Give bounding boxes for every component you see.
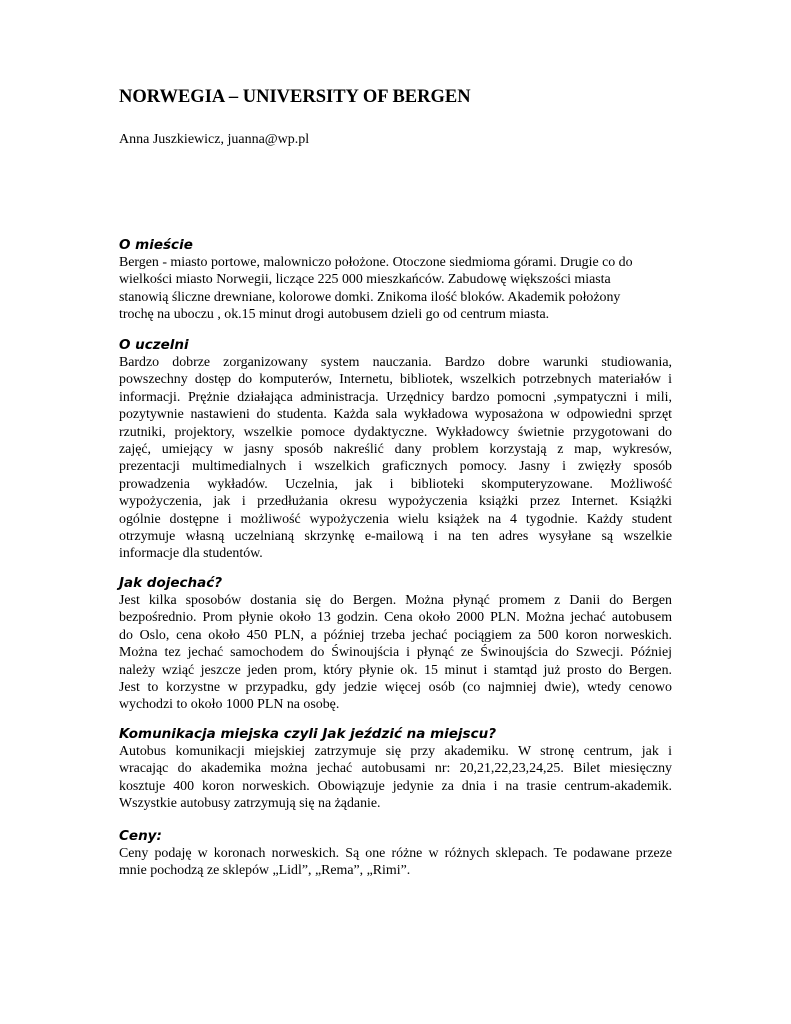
paragraph-line: Bergen - miasto portowe, malowniczo położone. Otoczone siedmioma górami. Drugie co do [119, 255, 633, 270]
section-heading: O uczelni [119, 337, 189, 353]
section-city [119, 237, 672, 324]
section-heading: O mieście [119, 237, 193, 253]
paragraph-line: Można tez jechać samochodem do Świnoujścia i płynąć ze Świnoujścia do Szwecji. Później [119, 645, 672, 661]
paragraph-line: wielkości miasto Norwegii, liczące 225 000 mieszkańców. Zabudowę większości miasta [119, 272, 611, 288]
paragraph-line: pozytywnie nastawieni do studenta. Każda sala wykładowa wyposażona w odpowiedni sprzęt [119, 407, 672, 423]
paragraph-line: Jest kilka sposobów dostania się do Bergen. Można płynąć promem z Danii do Bergen [119, 593, 672, 608]
section-heading: Ceny: [119, 828, 162, 844]
section-how-to-get-there [119, 575, 672, 714]
paragraph-line: do Oslo, cena około 450 PLN, a później trzeba jechać pociągiem za 500 koron norweskich. [119, 627, 672, 643]
paragraph-line: ogólnie dostępne i możliwość wypożyczenia wielu książek na 4 tygodnie. Każdy student [119, 511, 672, 527]
paragraph-line: Jest to korzystne w przypadku, gdy jedzie więcej osób (co najmniej dwie), wtedy cenowo [119, 680, 672, 696]
paragraph-line: otrzymuje własną uczelnianą skrzynkę e-mailową i na ten adres wysyłane są wszelkie [119, 529, 672, 545]
paragraph-line: bezpośrednio. Prom płynie około 13 godzin. Cena około 2000 PLN. Można jechać autobusem [119, 610, 672, 626]
paragraph-line: Autobus komunikacji miejskiej zatrzymuje się przy akademiku. W stronę centrum, jak i [119, 744, 672, 759]
paragraph-line: Ceny podaję w koronach norweskich. Są one różne w różnych sklepach. Te podawane przeze [119, 846, 672, 861]
paragraph-line: informacje dla studentów. [119, 546, 263, 562]
paragraph-line: trochę na uboczu , ok.15 minut drogi autobusem dzieli go od centrum miasta. [119, 307, 550, 323]
paragraph-line: Wszystkie autobusy zatrzymują się na żądanie. [119, 796, 381, 812]
paragraph-line: kosztuje 400 koron norweskich. Obowiązuje jedynie za dnia i na trasie centrum-akademik. [119, 778, 672, 794]
paragraph-line: należy wziąć jeszcze jeden prom, który płynie ok. 15 minut i stamtąd już prosto do Bergen. [119, 662, 672, 678]
section-paragraph [119, 354, 672, 563]
paragraph-line: zajęć, umiejący w jasny sposób nakreślić dany problem korzystają z map, wykresów, [119, 442, 672, 458]
section-heading: Jak dojechać? [119, 575, 223, 591]
section-public-transport [119, 726, 672, 813]
author-line: Anna Juszkiewicz, juanna@wp.pl [119, 132, 310, 147]
paragraph-line: Bardzo dobrze zorganizowany system nauczania. Bardzo dobre warunki studiowania, [119, 355, 672, 370]
paragraph-line: prowadzenia wykładów. Uczelnia, jak i biblioteki skomputeryzowane. Możliwość [119, 476, 672, 492]
paragraph-line: informacji. Prężnie działająca administracja. Urzędnicy bardzo pomocni ,sympatyczni i mili, [119, 389, 672, 405]
section-paragraph [119, 743, 672, 813]
section-prices [119, 828, 672, 880]
section-heading: Komunikacja miejska czyli Jak jeździć na miejscu? [119, 726, 497, 742]
paragraph-line: rzutniki, projektory, wszelkie pomoce dydaktyczne. Wykładowcy świetnie przygotowani do [119, 424, 672, 440]
document-title: NORWEGIA – UNIVERSITY OF BERGEN [119, 87, 471, 107]
section-university [119, 337, 672, 563]
paragraph-line: wypożyczenia, jak i przedłużania okresu wypożyczenia książki przez Internet. Książki [119, 494, 672, 510]
section-paragraph [119, 592, 672, 714]
paragraph-line: wychodzi to około 1000 PLN na osobę. [119, 697, 340, 713]
paragraph-line: powszechny dostęp do komputerów, Internetu, bibliotek, wszelkich potrzebnych materiałów i [119, 372, 672, 388]
paragraph-line: wracając do akademika można jechać autobusami nr: 20,21,22,23,24,25. Bilet miesięczny [119, 761, 672, 777]
paragraph-line: prezentacji multimedialnych i wszelkich graficznych pomocy. Jasny i zwięzły sposób [119, 459, 672, 475]
section-paragraph [119, 254, 672, 324]
paragraph-line: mnie pochodzą ze sklepów „Lidl”, „Rema”, „Rimi”. [119, 863, 411, 879]
paragraph-line: stanowią śliczne drewniane, kolorowe domki. Znikoma ilość bloków. Akademik położony [119, 289, 621, 305]
section-paragraph [119, 845, 672, 880]
